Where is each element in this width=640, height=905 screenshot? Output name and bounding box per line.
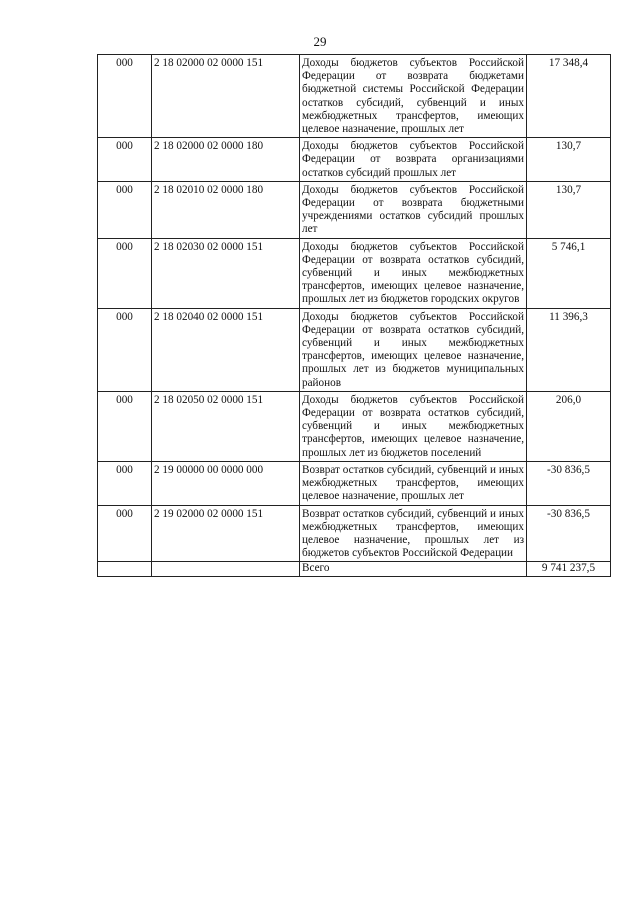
table-row — [98, 238, 611, 308]
admin-code-cell: 000 — [98, 181, 152, 238]
page-number: 29 — [313, 34, 327, 49]
admin-code-cell: 000 — [98, 308, 152, 391]
revenue-name-cell: Доходы бюджетов субъектов Российской Федерации от возврата остатков субсидий, субвенций и иных межбюджетных трансфертов, имеющих целевое назначение, прошлых лет из бюджетов муниципальных районов — [300, 308, 527, 391]
classification-code-cell: 2 18 02050 02 0000 151 — [152, 391, 300, 461]
table-row — [98, 138, 611, 182]
amount-cell: -30 836,5 — [527, 505, 611, 562]
total-amount: 9 741 237,5 — [527, 562, 611, 576]
revenue-name-cell: Доходы бюджетов субъектов Российской Федерации от возврата остатков субсидий, субвенций и иных межбюджетных трансфертов, имеющих целевое назначение, прошлых лет из бюджетов поселений — [300, 391, 527, 461]
revenue-name-cell: Доходы бюджетов субъектов Российской Федерации от возврата бюджетами бюджетной системы Российской Федерации остатков субсидий, субвенций и иных межбюджетных трансфертов, имеющих целевое назначение, прошлых лет — [300, 55, 527, 138]
table-row — [98, 505, 611, 562]
amount-cell: 5 746,1 — [527, 238, 611, 308]
revenue-table — [97, 54, 611, 577]
amount-cell: 130,7 — [527, 138, 611, 182]
classification-code-cell: 2 18 02000 02 0000 180 — [152, 138, 300, 182]
revenue-name-cell: Возврат остатков субсидий, субвенций и иных межбюджетных трансфертов, имеющих целевое назначение, прошлых лет из бюджетов субъектов Российской Федерации — [300, 505, 527, 562]
classification-code-cell: 2 18 02030 02 0000 151 — [152, 238, 300, 308]
admin-code-cell: 000 — [98, 138, 152, 182]
admin-code-cell: 000 — [98, 238, 152, 308]
table-body — [98, 55, 611, 562]
amount-cell: -30 836,5 — [527, 461, 611, 505]
amount-cell: 206,0 — [527, 391, 611, 461]
amount-cell: 17 348,4 — [527, 55, 611, 138]
admin-code-cell: 000 — [98, 505, 152, 562]
admin-code-cell: 000 — [98, 461, 152, 505]
total-row — [98, 562, 611, 576]
revenue-name-cell: Доходы бюджетов субъектов Российской Федерации от возврата бюджетными учреждениями остатков субсидий прошлых лет — [300, 181, 527, 238]
revenue-name-cell: Доходы бюджетов субъектов Российской Федерации от возврата остатков субсидий, субвенций и иных межбюджетных трансфертов, имеющих целевое назначение, прошлых лет из бюджетов городских округов — [300, 238, 527, 308]
revenue-name-cell: Доходы бюджетов субъектов Российской Федерации от возврата организациями остатков субсидий прошлых лет — [300, 138, 527, 182]
table-row — [98, 181, 611, 238]
classification-code-cell: 2 18 02000 02 0000 151 — [152, 55, 300, 138]
amount-cell: 11 396,3 — [527, 308, 611, 391]
table-row — [98, 391, 611, 461]
table-row — [98, 308, 611, 391]
admin-code-cell: 000 — [98, 55, 152, 138]
classification-code-cell: 2 18 02040 02 0000 151 — [152, 308, 300, 391]
classification-code-cell: 2 19 00000 00 0000 000 — [152, 461, 300, 505]
total-admin-cell — [98, 562, 152, 576]
total-code-cell — [152, 562, 300, 576]
total-label: Всего — [300, 562, 527, 576]
classification-code-cell: 2 19 02000 02 0000 151 — [152, 505, 300, 562]
revenue-name-cell: Возврат остатков субсидий, субвенций и иных межбюджетных трансфертов, имеющих целевое назначение, прошлых лет — [300, 461, 527, 505]
amount-cell: 130,7 — [527, 181, 611, 238]
classification-code-cell: 2 18 02010 02 0000 180 — [152, 181, 300, 238]
table-row — [98, 55, 611, 138]
admin-code-cell: 000 — [98, 391, 152, 461]
table-row — [98, 461, 611, 505]
